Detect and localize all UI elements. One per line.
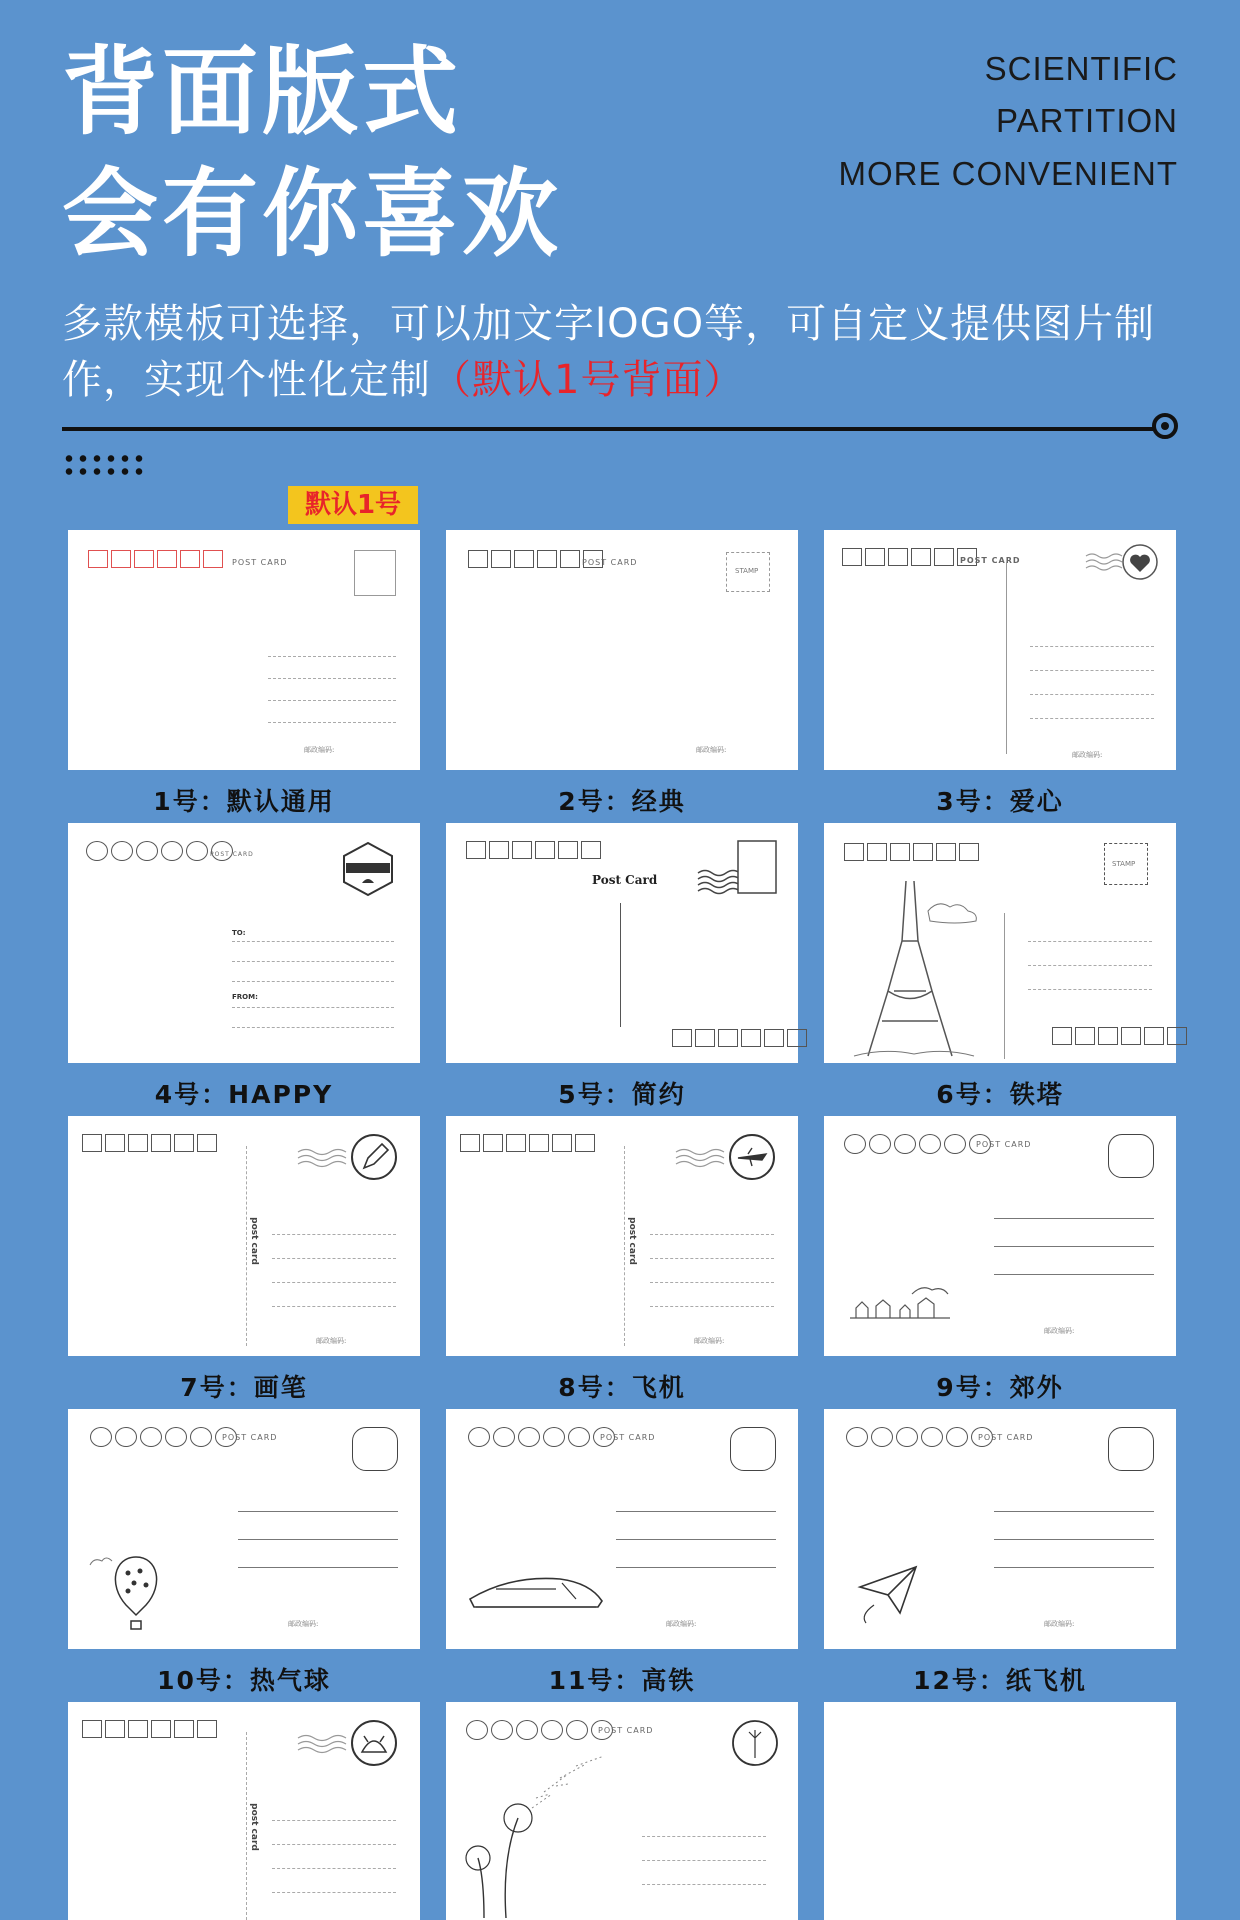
postcode-boxes-bottom [672, 1029, 807, 1047]
template-label-10: 10号：热气球 [157, 1666, 331, 1695]
address-line [642, 1836, 766, 1837]
description-main: 多款模板可选择，可以加文字lOGO等，可自定义提供图片制作，实现个性化定制 [62, 301, 1156, 403]
address-line [232, 961, 394, 962]
address-line [1030, 718, 1154, 719]
stamp-box [1108, 1427, 1154, 1471]
page-title-line-1: 背面版式 [62, 36, 462, 148]
decorative-dot-grid [62, 452, 146, 478]
address-line [232, 941, 394, 942]
address-line [1028, 965, 1152, 966]
address-line [238, 1567, 398, 1568]
address-line [616, 1567, 776, 1568]
pen-stamp-icon [296, 1132, 400, 1182]
vertical-divider [246, 1732, 247, 1920]
template-label-5: 5号：简约 [558, 1080, 686, 1109]
template-card-7[interactable] [68, 1116, 420, 1356]
address-line [272, 1844, 396, 1845]
template-label-6: 6号：铁塔 [936, 1080, 1064, 1109]
postcode-boxes [460, 1134, 595, 1152]
postcode-boxes [466, 1720, 613, 1740]
address-line [1030, 646, 1154, 647]
english-tagline-2: PARTITION [996, 102, 1178, 139]
postcode-label: 邮政编码: [1044, 1620, 1075, 1628]
postcode-boxes [90, 1427, 237, 1447]
vertical-divider [624, 1146, 625, 1346]
template-card-10[interactable] [68, 1409, 420, 1649]
postmark-icon [696, 839, 782, 899]
post-card-text: POST CARD [582, 558, 638, 567]
address-line [272, 1820, 396, 1821]
template-card-blank[interactable] [824, 1702, 1176, 1920]
postcode-boxes [846, 1427, 993, 1447]
description-highlight: （默认1号背面） [431, 357, 745, 403]
postcode-boxes [844, 1134, 991, 1154]
post-card-title: Post Card [592, 873, 658, 887]
stamp-box [1108, 1134, 1154, 1178]
eiffel-tower-icon [844, 871, 984, 1061]
post-card-text: POST CARD [222, 1433, 278, 1442]
address-line [232, 1027, 394, 1028]
template-label-12: 12号：纸飞机 [913, 1666, 1087, 1695]
postcode-boxes [842, 548, 977, 566]
address-line [616, 1511, 776, 1512]
template-label-8: 8号：飞机 [558, 1373, 686, 1402]
address-line [994, 1274, 1154, 1275]
post-card-text: POST CARD [976, 1140, 1032, 1149]
template-label-3: 3号：爱心 [936, 787, 1064, 816]
from-label: FROM: [232, 993, 258, 1001]
stamp-text: STAMP [735, 567, 759, 575]
address-line [272, 1868, 396, 1869]
template-label-4: 4号：HAPPY [154, 1080, 334, 1109]
address-line [232, 981, 394, 982]
page-title-line-2: 会有你喜欢 [62, 158, 562, 270]
paper-plane-icon [854, 1559, 924, 1629]
divider-line [620, 903, 621, 1027]
heart-stamp-icon [1084, 542, 1160, 582]
address-line [272, 1306, 396, 1307]
post-card-text: POST CARD [978, 1433, 1034, 1442]
address-line [1030, 694, 1154, 695]
template-card-6[interactable] [824, 823, 1176, 1063]
template-label-7: 7号：画笔 [180, 1373, 308, 1402]
template-label-1: 1号：默认通用 [153, 787, 335, 816]
template-card-12[interactable] [824, 1409, 1176, 1649]
template-card-2[interactable] [446, 530, 798, 770]
postcode-boxes [468, 1427, 615, 1447]
postcode-boxes [88, 550, 223, 568]
address-line [272, 1258, 396, 1259]
postcode-boxes [844, 843, 979, 861]
postcode-label: 邮政编码: [288, 1620, 319, 1628]
dandelion-icon [456, 1742, 656, 1920]
address-line [994, 1218, 1154, 1219]
postcode-label: 邮政编码: [304, 746, 335, 754]
postcode-label: 邮政编码: [316, 1337, 347, 1345]
divider-line [1006, 562, 1007, 754]
address-line [994, 1511, 1154, 1512]
post-card-text: POST CARD [598, 1726, 654, 1735]
address-line [1028, 989, 1152, 990]
address-line [268, 656, 396, 657]
template-card-4[interactable] [68, 823, 420, 1063]
template-card-1[interactable] [68, 530, 420, 770]
address-line [272, 1234, 396, 1235]
high-speed-train-icon [466, 1569, 606, 1619]
to-label: TO: [232, 929, 246, 937]
address-line [238, 1539, 398, 1540]
address-line [650, 1282, 774, 1283]
postcode-label: 邮政编码: [1044, 1327, 1075, 1335]
template-card-9[interactable] [824, 1116, 1176, 1356]
vertical-post-card-text: post card [248, 1217, 259, 1265]
post-card-text: POST CARD [210, 851, 254, 858]
vertical-post-card-text: post card [248, 1803, 259, 1851]
postcode-boxes-bottom [1052, 1027, 1187, 1045]
default-badge: 默认1号 [288, 486, 418, 524]
template-label-2: 2号：经典 [558, 787, 686, 816]
postcode-label: 邮政编码: [696, 746, 727, 754]
divider-line [62, 427, 1162, 431]
address-line [994, 1539, 1154, 1540]
postcode-label: 邮政编码: [694, 1337, 725, 1345]
postcode-boxes [82, 1720, 217, 1738]
template-card-11[interactable] [446, 1409, 798, 1649]
template-card-3[interactable] [824, 530, 1176, 770]
address-line [650, 1258, 774, 1259]
address-line [268, 678, 396, 679]
airplane-stamp-icon [674, 1132, 778, 1182]
address-line [650, 1234, 774, 1235]
postcode-boxes [82, 1134, 217, 1152]
address-line [238, 1511, 398, 1512]
vertical-divider [246, 1146, 247, 1346]
address-line [642, 1884, 766, 1885]
post-card-text: POST CARD [960, 556, 1021, 565]
cat-stamp-icon [296, 1718, 400, 1768]
stamp-box [352, 1427, 398, 1471]
address-line [642, 1860, 766, 1861]
postcode-boxes [466, 841, 601, 859]
postcode-label: 邮政编码: [666, 1620, 697, 1628]
address-line [994, 1246, 1154, 1247]
description [62, 296, 1182, 408]
address-line [232, 1007, 394, 1008]
countryside-icon [848, 1282, 958, 1322]
stamp-box [730, 1427, 776, 1471]
address-line [272, 1282, 396, 1283]
hot-air-balloon-icon [88, 1549, 178, 1639]
postcode-label: 邮政编码: [1072, 751, 1103, 759]
english-tagline-3: MORE CONVENIENT [838, 155, 1178, 192]
template-label-11: 11号：高铁 [548, 1666, 696, 1695]
stamp-text: STAMP [1112, 860, 1136, 868]
english-tagline-1: SCIENTIFIC [984, 50, 1178, 87]
address-line [1028, 941, 1152, 942]
divider-end-dot [1152, 413, 1178, 439]
address-line [650, 1306, 774, 1307]
address-line [268, 700, 396, 701]
divider-line [1004, 913, 1005, 1059]
birthday-badge-icon [340, 841, 396, 897]
post-card-text: POST CARD [232, 558, 288, 567]
template-label-9: 9号：郊外 [936, 1373, 1064, 1402]
address-line [616, 1539, 776, 1540]
template-card-13[interactable] [68, 1702, 420, 1920]
vertical-post-card-text: post card [626, 1217, 637, 1265]
template-card-5[interactable] [446, 823, 798, 1063]
address-line [268, 722, 396, 723]
post-card-text: POST CARD [600, 1433, 656, 1442]
address-line [272, 1892, 396, 1893]
template-card-14[interactable] [446, 1702, 798, 1920]
template-card-8[interactable] [446, 1116, 798, 1356]
address-line [1030, 670, 1154, 671]
stamp-box [354, 550, 396, 596]
address-line [994, 1567, 1154, 1568]
dandelion-stamp-icon [730, 1718, 780, 1768]
